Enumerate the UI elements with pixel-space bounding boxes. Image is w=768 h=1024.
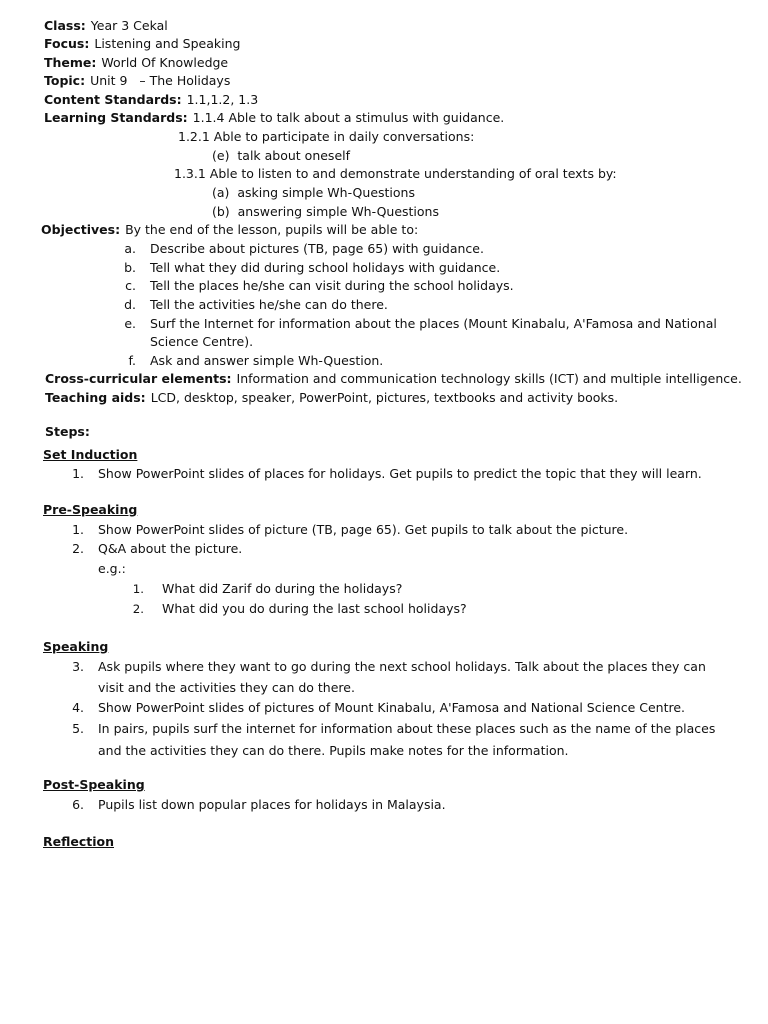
question-text: What did you do during the last school holidays? bbox=[162, 601, 467, 616]
step-number: 6. bbox=[72, 797, 84, 812]
objective-marker: f. bbox=[128, 353, 136, 368]
step-text-continued: and the activities they can do there. Pupils make notes for the information. bbox=[98, 743, 569, 758]
objective-marker: e. bbox=[124, 316, 136, 331]
objective-text-continued: Science Centre). bbox=[150, 334, 254, 349]
teaching-aids-value: LCD, desktop, speaker, PowerPoint, pictures, textbooks and activity books. bbox=[150, 390, 619, 405]
step-text: Show PowerPoint slides of picture (TB, page 65). Get pupils to talk about the picture. bbox=[98, 522, 629, 537]
class-line bbox=[44, 18, 168, 34]
step-number: 2. bbox=[72, 541, 84, 556]
objective-marker: d. bbox=[124, 297, 136, 312]
step-number: 4. bbox=[72, 700, 84, 715]
theme-line bbox=[44, 55, 228, 71]
objective-text: Tell the activities he/she can do there. bbox=[150, 297, 388, 312]
theme-label: Theme: bbox=[44, 55, 97, 70]
objective-text: Describe about pictures (TB, page 65) with guidance. bbox=[150, 241, 484, 256]
learning-standard-item: (e) talk about oneself bbox=[212, 148, 351, 163]
post-speaking-heading: Post-Speaking bbox=[43, 777, 145, 792]
learning-standard-item: (b) answering simple Wh-Questions bbox=[212, 204, 439, 219]
step-text-continued: visit and the activities they can do there. bbox=[98, 680, 355, 695]
theme-value: World Of Knowledge bbox=[101, 55, 229, 70]
step-text: Pupils list down popular places for holidays in Malaysia. bbox=[98, 797, 446, 812]
step-number: 3. bbox=[72, 659, 84, 674]
objectives-line bbox=[41, 222, 418, 238]
pre-speaking-heading: Pre-Speaking bbox=[43, 502, 138, 517]
objective-text: Tell what they did during school holidays with guidance. bbox=[150, 260, 501, 275]
class-value: Year 3 Cekal bbox=[90, 18, 168, 33]
step-number: 1. bbox=[72, 466, 84, 481]
content-standards-line bbox=[44, 92, 258, 108]
content-standards-value: 1.1,1.2, 1.3 bbox=[186, 92, 259, 107]
learning-standard-item: 1.3.1 Able to listen to and demonstrate understanding of oral texts by: bbox=[174, 166, 617, 181]
objectives-label: Objectives: bbox=[41, 222, 121, 237]
learning-standards-value: 1.1.4 Able to talk about a stimulus with guidance. bbox=[192, 110, 505, 125]
learning-standards-line bbox=[44, 110, 504, 126]
focus-value: Listening and Speaking bbox=[94, 36, 241, 51]
class-label: Class: bbox=[44, 18, 86, 33]
teaching-aids-label: Teaching aids: bbox=[45, 390, 146, 405]
topic-value: Unit 9 – The Holidays bbox=[90, 73, 231, 88]
example-label: e.g.: bbox=[98, 561, 126, 576]
objective-marker: a. bbox=[124, 241, 136, 256]
step-text: Q&A about the picture. bbox=[98, 541, 243, 556]
question-number: 2. bbox=[132, 602, 144, 616]
topic-label: Topic: bbox=[44, 73, 86, 88]
learning-standard-item: 1.2.1 Able to participate in daily conversations: bbox=[178, 129, 475, 144]
step-text: In pairs, pupils surf the internet for information about these places such as the name of the places bbox=[98, 721, 716, 736]
learning-standards-label: Learning Standards: bbox=[44, 110, 188, 125]
step-text: Show PowerPoint slides of places for holidays. Get pupils to predict the topic that they will learn. bbox=[98, 466, 702, 481]
teaching-aids-line bbox=[45, 390, 618, 406]
content-standards-label: Content Standards: bbox=[44, 92, 182, 107]
objectives-intro: By the end of the lesson, pupils will be able to: bbox=[125, 222, 419, 237]
steps-label: Steps: bbox=[45, 424, 90, 439]
step-text: Show PowerPoint slides of pictures of Mount Kinabalu, A'Famosa and National Science Centre. bbox=[98, 700, 686, 715]
objective-marker: c. bbox=[125, 278, 136, 293]
focus-line bbox=[44, 36, 240, 52]
objective-text: Ask and answer simple Wh-Question. bbox=[150, 353, 384, 368]
step-text: Ask pupils where they want to go during the next school holidays. Talk about the places they can bbox=[98, 659, 706, 674]
objective-text: Tell the places he/she can visit during the school holidays. bbox=[150, 278, 514, 293]
question-text: What did Zarif do during the holidays? bbox=[162, 581, 403, 596]
cross-curricular-line bbox=[45, 371, 742, 387]
speaking-heading: Speaking bbox=[43, 639, 109, 654]
set-induction-heading: Set Induction bbox=[43, 447, 138, 462]
step-number: 1. bbox=[72, 522, 84, 537]
question-number: 1. bbox=[132, 582, 144, 596]
learning-standard-item: (a) asking simple Wh-Questions bbox=[212, 185, 415, 200]
objective-text: Surf the Internet for information about the places (Mount Kinabalu, A'Famosa and National bbox=[150, 316, 717, 331]
topic-line bbox=[44, 73, 230, 89]
cross-curricular-label: Cross-curricular elements: bbox=[45, 371, 232, 386]
reflection-heading: Reflection bbox=[43, 834, 115, 849]
step-number: 5. bbox=[72, 721, 84, 736]
focus-label: Focus: bbox=[44, 36, 90, 51]
objective-marker: b. bbox=[124, 260, 136, 275]
cross-curricular-value: Information and communication technology skills (ICT) and multiple intelligence. bbox=[236, 371, 742, 386]
